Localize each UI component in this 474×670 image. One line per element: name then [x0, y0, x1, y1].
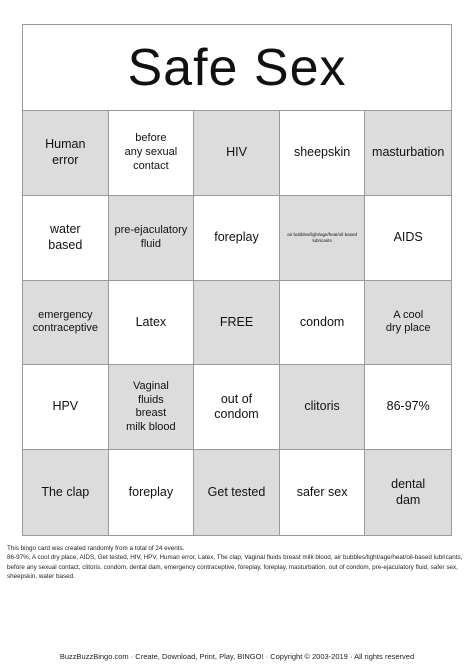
bingo-cell: Human error: [23, 111, 109, 196]
bingo-cell: safer sex: [280, 450, 366, 535]
bingo-cell: before any sexual contact: [109, 111, 195, 196]
bingo-cell: Vaginal fluids breast milk blood: [109, 365, 195, 450]
bingo-cell: Latex: [109, 281, 195, 366]
footnote-event-list: 86-97%, A cool dry place, AIDS, Get tested, HIV, HPV, Human error, Latex, The clap, Vaginal fluids breast milk blood, air bubbles/light/age/heat/oil-based lubricants, before any sexual contact, clitoris, condom, dental dam, emergency contraceptive, foreplay, foreplay, masturbation, out of condom, pre-ejaculatory fluid, safer sex, sheepskin, water based.: [7, 554, 463, 581]
bingo-cell: condom: [280, 281, 366, 366]
footnote-summary: This bingo card was created randomly from a total of 24 events.: [7, 545, 185, 552]
bingo-cell: FREE: [194, 281, 280, 366]
bingo-cell: masturbation: [365, 111, 451, 196]
bingo-grid: [23, 111, 451, 535]
bingo-card: [22, 24, 452, 536]
bingo-cell: pre-ejaculatory fluid: [109, 196, 195, 281]
bingo-cell: AIDS: [365, 196, 451, 281]
bingo-cell: Get tested: [194, 450, 280, 535]
bingo-cell: A cool dry place: [365, 281, 451, 366]
bingo-cell: water based: [23, 196, 109, 281]
bingo-cell: HIV: [194, 111, 280, 196]
bingo-cell: The clap: [23, 450, 109, 535]
bingo-cell: foreplay: [194, 196, 280, 281]
bingo-cell: clitoris: [280, 365, 366, 450]
bingo-cell: 86-97%: [365, 365, 451, 450]
bingo-cell: air bubbles/light/age/heat/oil-based lubricants: [280, 196, 366, 281]
footnote: [7, 544, 467, 582]
bingo-cell: HPV: [23, 365, 109, 450]
bingo-cell: sheepskin: [280, 111, 366, 196]
bingo-cell: emergency contraceptive: [23, 281, 109, 366]
bingo-cell: dental dam: [365, 450, 451, 535]
title-box: [23, 25, 451, 111]
bingo-cell: foreplay: [109, 450, 195, 535]
card-title: Safe Sex: [127, 38, 347, 97]
bingo-cell: out of condom: [194, 365, 280, 450]
site-footer: BuzzBuzzBingo.com · Create, Download, Print, Play, BINGO! · Copyright © 2003-2019 · All rights reserved: [59, 652, 415, 661]
